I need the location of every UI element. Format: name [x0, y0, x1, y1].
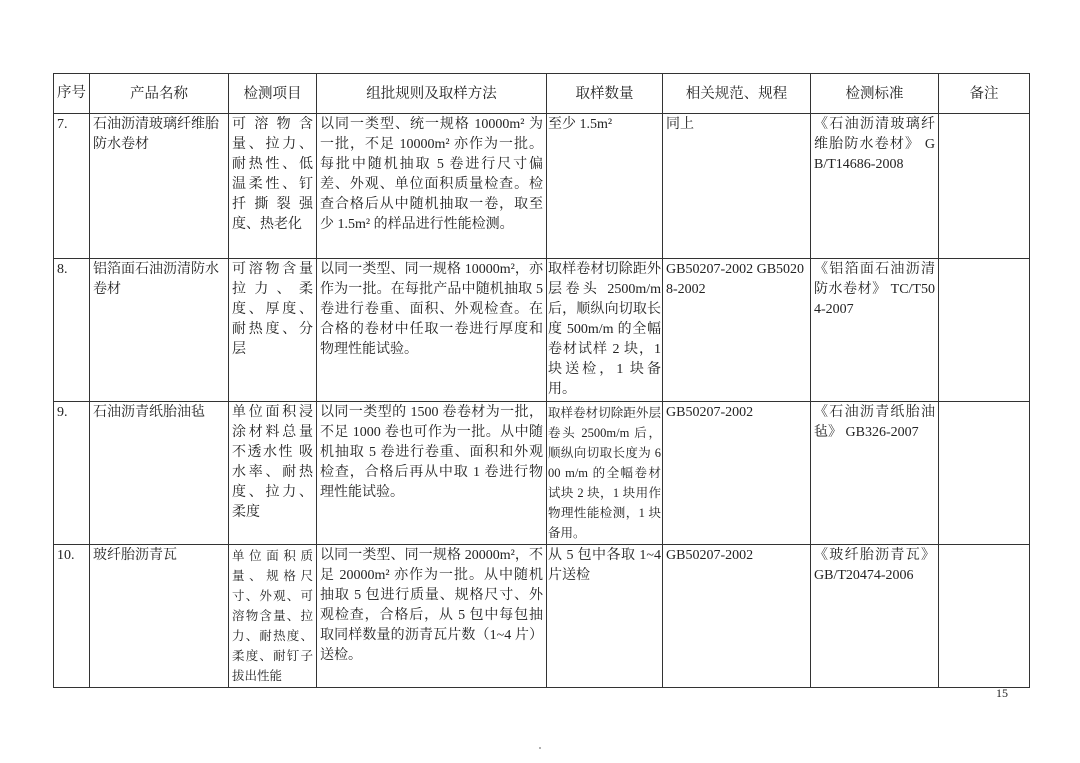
cell-method: 以同一类型、同一规格 10000m²，亦作为一批。在每批产品中随机抽取 5 卷进行卷重、面积、外观检查。在合格的卷材中任取一卷进行厚度和物理性能试验。: [317, 259, 547, 402]
cell-product: 玻纤胎沥青瓦: [90, 545, 229, 688]
cell-remark: [939, 545, 1030, 688]
cell-items: 单位面积浸涂材料总量不透水性 吸水率、耐热度、拉力、柔度: [229, 402, 317, 545]
decorative-dot: [539, 747, 541, 749]
header-no: 序号: [54, 74, 90, 114]
cell-no: 8.: [54, 259, 90, 402]
cell-quantity: 取样卷材切除距外层卷头 2500m/m 后，顺纵向切取长度 500m/m 的全幅卷材试样 2 块，1 块送检，1 块备用。: [547, 259, 663, 402]
cell-items: 可溶物含量拉力、柔度、厚度、耐热度、分层: [229, 259, 317, 402]
header-product: 产品名称: [90, 74, 229, 114]
cell-remark: [939, 402, 1030, 545]
cell-standard: 《石油沥清玻璃纤维胎防水卷材》 GB/T14686-2008: [811, 114, 939, 259]
cell-product: 石油沥清玻璃纤维胎防水卷材: [90, 114, 229, 259]
inspection-table: [53, 73, 1030, 688]
cell-remark: [939, 259, 1030, 402]
cell-standard: 《玻纤胎沥青瓦》 GB/T20474-2006: [811, 545, 939, 688]
table-row: [54, 114, 1030, 259]
header-row: [54, 74, 1030, 114]
cell-specs: GB50207-2002: [663, 545, 811, 688]
cell-method: 以同一类型、同一规格 20000m²，不足 20000m² 亦作为一批。从中随机抽取 5 包进行质量、规格尺寸、外观检查，合格后，从 5 包中每包抽取同样数量的沥青瓦片数（1~4 片）送检。: [317, 545, 547, 688]
cell-no: 10.: [54, 545, 90, 688]
cell-specs: 同上: [663, 114, 811, 259]
cell-items: 单位面积质量、规格尺寸、外观、可溶物含量、拉力、耐热度、柔度、耐钉子拔出性能: [229, 545, 317, 688]
header-remark: 备注: [939, 74, 1030, 114]
header-items: 检测项目: [229, 74, 317, 114]
cell-product: 石油沥青纸胎油毡: [90, 402, 229, 545]
table-row: [54, 259, 1030, 402]
cell-no: 7.: [54, 114, 90, 259]
cell-quantity: 至少 1.5m²: [547, 114, 663, 259]
page-number: 15: [996, 686, 1008, 700]
header-quantity: 取样数量: [547, 74, 663, 114]
header-standard: 检测标准: [811, 74, 939, 114]
cell-items: 可溶物含量、拉力、耐热性、低温柔性、钉扦撕裂强度、热老化: [229, 114, 317, 259]
cell-standard: 《铝箔面石油沥清防水卷材》 TC/T504-2007: [811, 259, 939, 402]
table-row: [54, 545, 1030, 688]
cell-specs: GB50207-2002 GB50208-2002: [663, 259, 811, 402]
cell-product: 铝箔面石油沥清防水卷材: [90, 259, 229, 402]
cell-quantity: 从 5 包中各取 1~4 片送检: [547, 545, 663, 688]
cell-method: 以同一类型、统一规格 10000m² 为一批，不足 10000m² 亦作为一批。每批中随机抽取 5 卷进行尺寸偏差、外观、单位面积质量检查。检查合格后从中随机抽取一卷，取至少 1.5m² 的样品进行性能检测。: [317, 114, 547, 259]
cell-no: 9.: [54, 402, 90, 545]
header-method: 组批规则及取样方法: [317, 74, 547, 114]
cell-quantity: 取样卷材切除距外层卷头 2500m/m 后，顺纵向切取长度为 600 m/m 的全幅卷材试块 2 块，1 块用作物理性能检测，1 块备用。: [547, 402, 663, 545]
header-specs: 相关规范、规程: [663, 74, 811, 114]
cell-standard: 《石油沥青纸胎油毡》 GB326-2007: [811, 402, 939, 545]
cell-remark: [939, 114, 1030, 259]
cell-method: 以同一类型的 1500 卷卷材为一批，不足 1000 卷也可作为一批。从中随机抽取 5 卷进行卷重、面积和外观检查，合格后再从中取 1 卷进行物理性能试验。: [317, 402, 547, 545]
table-row: [54, 402, 1030, 545]
cell-specs: GB50207-2002: [663, 402, 811, 545]
